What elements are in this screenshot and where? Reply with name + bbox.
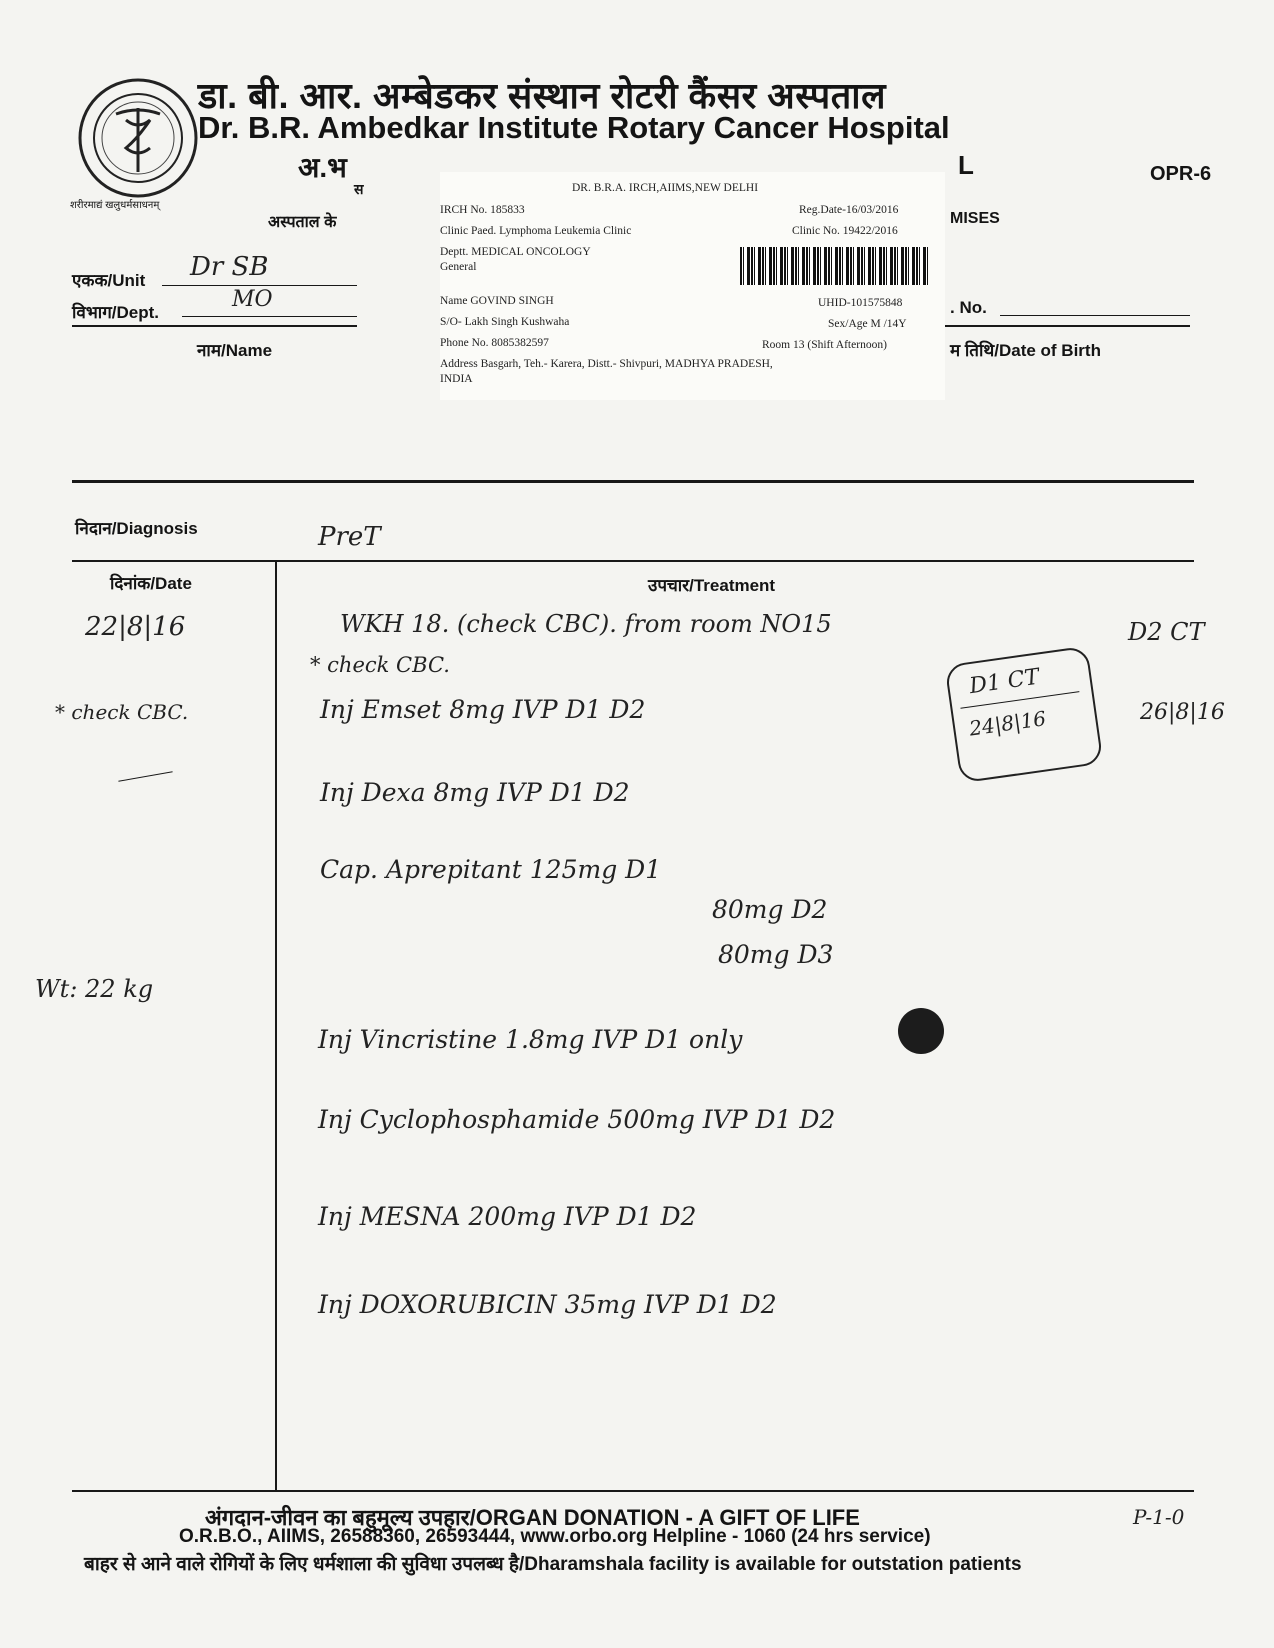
treatment-line-1: WKH 18. (check CBC). from room NO15 — [340, 610, 832, 638]
unit-value: Dr SB — [190, 252, 269, 282]
form-code: OPR-6 — [1150, 163, 1212, 185]
sticker-reg-date: Reg.Date-16/03/2016 — [799, 204, 899, 216]
sticker-general: General — [440, 261, 477, 273]
date-column-note: * check CBC. — [55, 700, 189, 724]
weight-note: Wt: 22 kg — [35, 975, 154, 1003]
date-column-label: दिनांक/Date — [110, 574, 192, 593]
institute-subtitle-fragment: अ.भ — [298, 152, 347, 183]
hospital-title-hindi: डा. बी. आर. अम्बेडकर संस्थान रोटरी कैंसर अस्पताल — [198, 75, 886, 116]
diagnosis-top-rule — [72, 480, 1194, 483]
diagnosis-bottom-rule — [72, 560, 1194, 562]
sticker-name: Name GOVIND SINGH — [440, 295, 554, 307]
sticker-institution: DR. B.R.A. IRCH,AIIMS,NEW DELHI — [572, 182, 759, 194]
treatment-line-10: Inj MESNA 200mg IVP D1 D2 — [318, 1202, 697, 1231]
stamp-line-1: D1 CT — [967, 664, 1041, 700]
header-rule-left — [72, 325, 357, 327]
footer-dharamshala: बाहर से आने वाले रोगियों के लिए धर्मशाला की सुविधा उपलब्ध है/Dharamshala facility is available for outstation patients — [84, 1554, 1022, 1575]
dob-label: म तिथि/Date of Birth — [950, 341, 1101, 360]
cycle-stamp — [944, 646, 1103, 784]
dept-label: विभाग/Dept. — [72, 303, 160, 322]
sticker-sex-age: Sex/Age M /14Y — [828, 318, 907, 330]
treatment-line-5: Cap. Aprepitant 125mg D1 — [320, 855, 662, 884]
hospital-premises-fragment: अस्पताल के — [268, 214, 337, 231]
treatment-label: उपचार/Treatment — [648, 576, 776, 595]
name-label: नाम/Name — [197, 341, 273, 360]
footer-orbo-contact: O.R.B.O., AIIMS, 26588360, 26593444, www.orbo.org Helpline - 1060 (24 hrs service) — [179, 1526, 931, 1547]
dept-value: MO — [232, 287, 273, 312]
sticker-clinic-no: Clinic No. 19422/2016 — [792, 225, 898, 237]
date-column-divider — [275, 560, 277, 1490]
sticker-barcode — [740, 247, 928, 285]
footer-organ-donation: अंगदान-जीवन का बहुमूल्य उपहार/ORGAN DONATION - A GIFT OF LIFE — [205, 1505, 860, 1530]
side-note-line-1: D2 CT — [1128, 618, 1205, 646]
side-note-line-2: 26|8|16 — [1140, 700, 1225, 725]
diagnosis-label: निदान/Diagnosis — [75, 519, 198, 538]
treatment-line-4: Inj Dexa 8mg IVP D1 D2 — [320, 778, 630, 807]
treatment-line-2: * check CBC. — [310, 653, 450, 677]
header-rule-right — [945, 325, 1190, 327]
stamp-line-2: 24|8|16 — [967, 706, 1048, 741]
patient-sticker — [440, 172, 945, 400]
treatment-line-6: 80mg D2 — [712, 895, 828, 924]
treatment-line-11: Inj DOXORUBICIN 35mg IVP D1 D2 — [318, 1290, 777, 1319]
sticker-room: Room 13 (Shift Afternoon) — [762, 339, 887, 351]
treatment-line-9: Inj Cyclophosphamide 500mg IVP D1 D2 — [318, 1105, 836, 1134]
note-underline — [118, 771, 172, 782]
aiims-logo — [76, 76, 200, 200]
premises-fragment: MISES — [950, 210, 1000, 227]
number-underline — [1000, 315, 1190, 316]
sticker-irch-no: IRCH No. 185833 — [440, 204, 525, 216]
treatment-line-7: 80mg D3 — [718, 940, 834, 969]
sticker-address: Address Basgarh, Teh.- Karera, Distt.- Shivpuri, MADHYA PRADESH, — [440, 358, 773, 370]
sticker-clinic: Clinic Paed. Lymphoma Leukemia Clinic — [440, 225, 632, 237]
sticker-dept: Deptt. MEDICAL ONCOLOGY — [440, 246, 591, 258]
number-label: . No. — [950, 298, 987, 317]
visit-date: 22|8|16 — [85, 612, 186, 642]
unit-label: एकक/Unit — [72, 271, 146, 290]
diagnosis-value: PreT — [318, 522, 381, 552]
unit-underline — [162, 285, 357, 286]
dept-underline — [182, 316, 357, 317]
sticker-phone: Phone No. 8085382597 — [440, 337, 549, 349]
sticker-uhid: UHID-101575848 — [818, 297, 903, 309]
logo-caption: शरीरमाद्यं खलुधर्मसाधनम् — [70, 200, 160, 211]
sticker-so: S/O- Lakh Singh Kushwaha — [440, 316, 570, 328]
treatment-line-3: Inj Emset 8mg IVP D1 D2 — [320, 695, 646, 724]
ink-blot — [898, 1008, 944, 1054]
sticker-country: INDIA — [440, 373, 473, 385]
treatment-line-8: Inj Vincristine 1.8mg IVP D1 only — [318, 1025, 743, 1054]
footer-rule — [72, 1490, 1194, 1492]
page-mark: P-1-0 — [1133, 1505, 1185, 1529]
small-hindi-fragment: स — [354, 181, 364, 197]
hospital-title-english: Dr. B.R. Ambedkar Institute Rotary Cancer Hospital — [198, 110, 950, 145]
institute-subtitle-end: L — [958, 150, 974, 180]
